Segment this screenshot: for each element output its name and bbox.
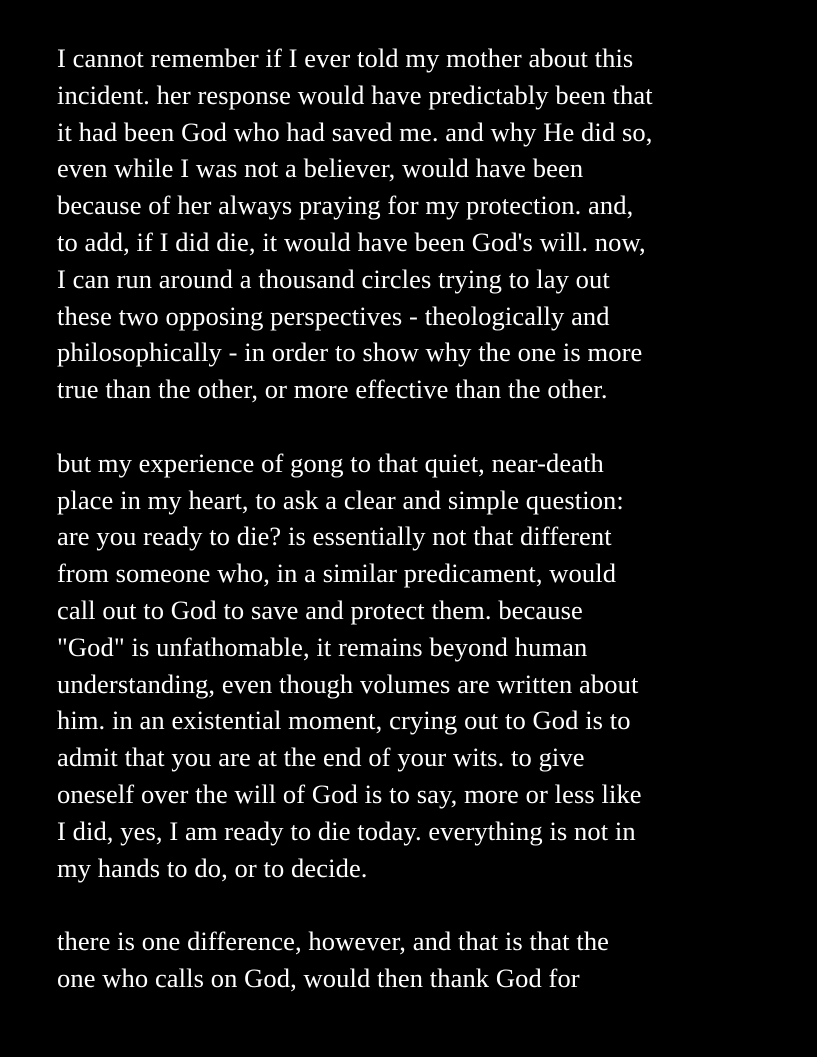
text-line: because of her always praying for my protection. and,: [57, 190, 634, 221]
text-line: understanding, even though volumes are written about: [57, 668, 639, 699]
text-line: place in my heart, to ask a clear and simple question:: [57, 484, 624, 515]
text-line: from someone who, in a similar predicament, would: [57, 558, 617, 589]
text-line: to add, if I did die, it would have been God's will. now,: [57, 226, 646, 257]
text-line: one who calls on God, would then thank God for: [57, 962, 580, 993]
text-line: these two opposing perspectives - theologically and: [57, 300, 610, 331]
text-line: are you ready to die? is essentially not that different: [57, 521, 612, 552]
text-line: admit that you are at the end of your wits. to give: [57, 742, 585, 773]
paragraph-3: [57, 923, 802, 997]
body-text: [57, 40, 802, 1034]
text-line: him. in an existential moment, crying out to God is to: [57, 705, 631, 736]
text-line: oneself over the will of God is to say, more or less like: [57, 778, 642, 809]
text-line: "God" is unfathomable, it remains beyond human: [57, 631, 588, 662]
text-line: it had been God who had saved me. and why He did so,: [57, 116, 653, 147]
text-line: my hands to do, or to decide.: [57, 852, 368, 883]
text-line: philosophically - in order to show why the one is more: [57, 337, 643, 368]
paragraph-2: [57, 445, 802, 887]
text-line: even while I was not a believer, would have been: [57, 153, 584, 184]
text-line: I can run around a thousand circles trying to lay out: [57, 263, 610, 294]
text-line: call out to God to save and protect them. because: [57, 594, 583, 625]
paragraph-1: [57, 40, 802, 408]
text-line: incident. her response would have predictably been that: [57, 79, 653, 110]
text-line: true than the other, or more effective than the other.: [57, 374, 608, 405]
text-line: I cannot remember if I ever told my mother about this: [57, 43, 634, 73]
text-line: but my experience of gong to that quiet, near-death: [57, 447, 604, 478]
text-line: I did, yes, I am ready to die today. everything is not in: [57, 815, 636, 846]
text-line: there is one difference, however, and that is that the: [57, 926, 610, 957]
